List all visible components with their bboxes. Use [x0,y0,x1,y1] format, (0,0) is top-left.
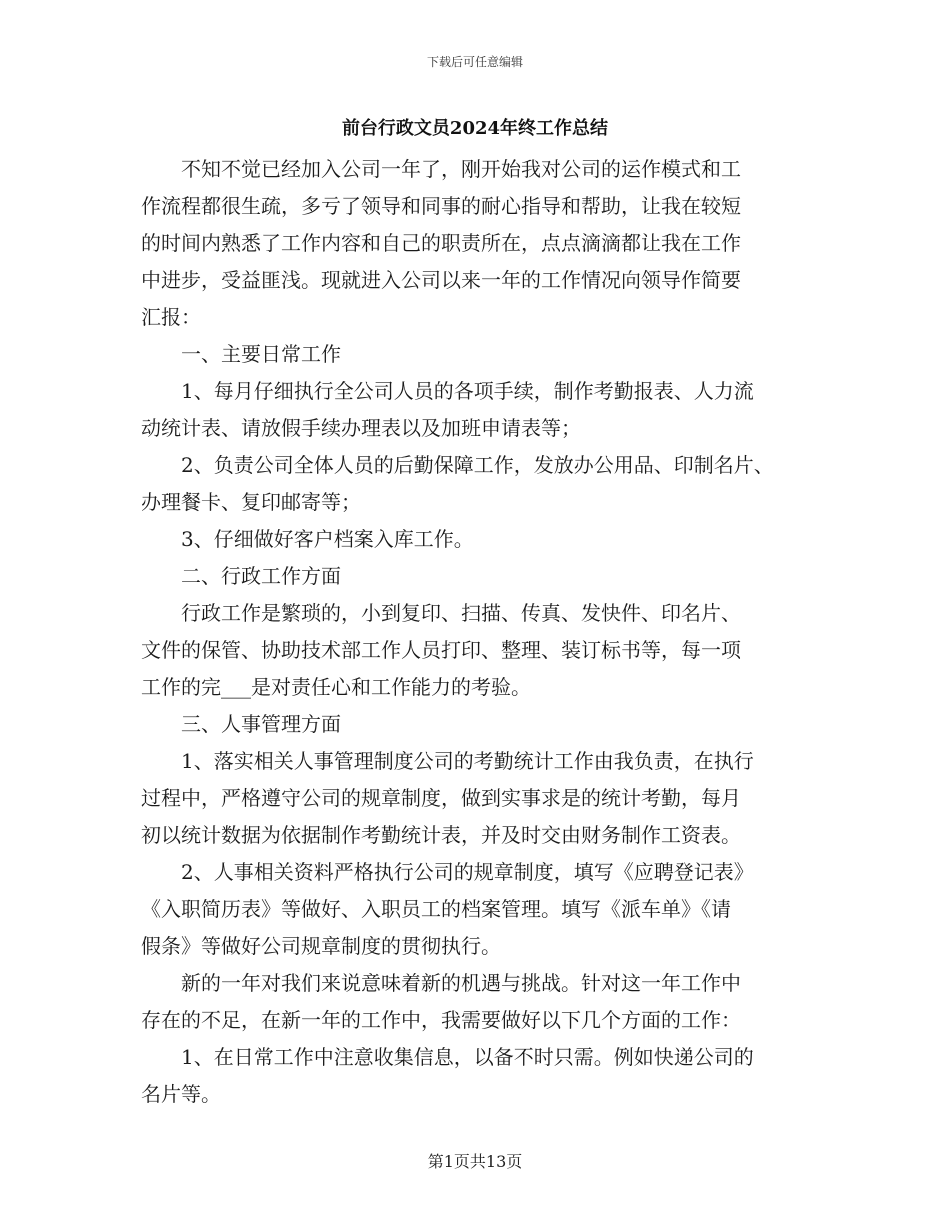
paragraph [141,151,821,336]
page-footer: 第1页共13页 [427,1152,523,1171]
paragraph-line: 1、在日常工作中注意收集信息，以备不时只需。例如快递公司的 [181,1045,754,1069]
paragraph-line: 一、主要日常工作 [181,342,341,366]
paragraph-line: 工作的完___是对责任心和工作能力的考验。 [141,675,531,699]
paragraph [141,521,821,558]
paragraph-line: 文件的保管、协助技术部工作人员打印、整理、装订标书等，每一项 [141,638,741,662]
paragraph [141,965,821,1039]
paragraph [141,373,821,447]
paragraph [141,336,821,373]
paragraph-line: 名片等。 [141,1082,221,1106]
paragraph-line: 三、人事管理方面 [181,712,341,736]
paragraph-line: 行政工作是繁琐的，小到复印、扫描、传真、发快件、印名片、 [181,601,741,625]
paragraph-line: 过程中，严格遵守公司的规章制度，做到实事求是的统计考勤，每月 [141,786,741,810]
paragraph-line: 1、每月仔细执行全公司人员的各项手续，制作考勤报表、人力流 [181,379,754,403]
paragraph [141,854,821,965]
paragraph-line: 中进步，受益匪浅。现就进入公司以来一年的工作情况向领导作简要 [141,268,741,292]
paragraph-line: 办理餐卡、复印邮寄等； [141,490,361,514]
paragraph-line: 二、行政工作方面 [181,564,341,588]
paragraph [141,706,821,743]
paragraph [141,1039,821,1113]
paragraph-line: 汇报： [141,305,201,329]
document-body [141,151,821,1113]
paragraph-line: 2、负责公司全体人员的后勤保障工作，发放办公用品、印制名片、 [181,453,774,477]
paragraph [141,743,821,854]
paragraph-line: 假条》等做好公司规章制度的贯彻执行。 [141,934,501,958]
paragraph-line: 作流程都很生疏，多亏了领导和同事的耐心指导和帮助，让我在较短 [141,194,741,218]
document-title: 前台行政文员2024年终工作总结 [341,118,609,139]
paragraph-line: 2、人事相关资料严格执行公司的规章制度，填写《应聘登记表》 [181,860,754,884]
paragraph-line: 《入职简历表》等做好、入职员工的档案管理。填写《派车单》《请 [141,897,731,921]
paragraph-line: 初以统计数据为依据制作考勤统计表，并及时交由财务制作工资表。 [141,823,741,847]
paragraph-line: 的时间内熟悉了工作内容和自己的职责所在，点点滴滴都让我在工作 [141,231,741,255]
paragraph [141,558,821,595]
paragraph [141,447,821,521]
paragraph-line: 动统计表、请放假手续办理表以及加班申请表等； [141,416,581,440]
paragraph-line: 3、仔细做好客户档案入库工作。 [181,527,474,551]
page-header-note: 下载后可任意编辑 [426,55,523,69]
paragraph [141,595,821,706]
paragraph-line: 不知不觉已经加入公司一年了，刚开始我对公司的运作模式和工 [181,157,741,181]
paragraph-line: 存在的不足，在新一年的工作中，我需要做好以下几个方面的工作： [141,1008,741,1032]
paragraph-line: 1、落实相关人事管理制度公司的考勤统计工作由我负责，在执行 [181,749,754,773]
paragraph-line: 新的一年对我们来说意味着新的机遇与挑战。针对这一年工作中 [181,971,741,995]
